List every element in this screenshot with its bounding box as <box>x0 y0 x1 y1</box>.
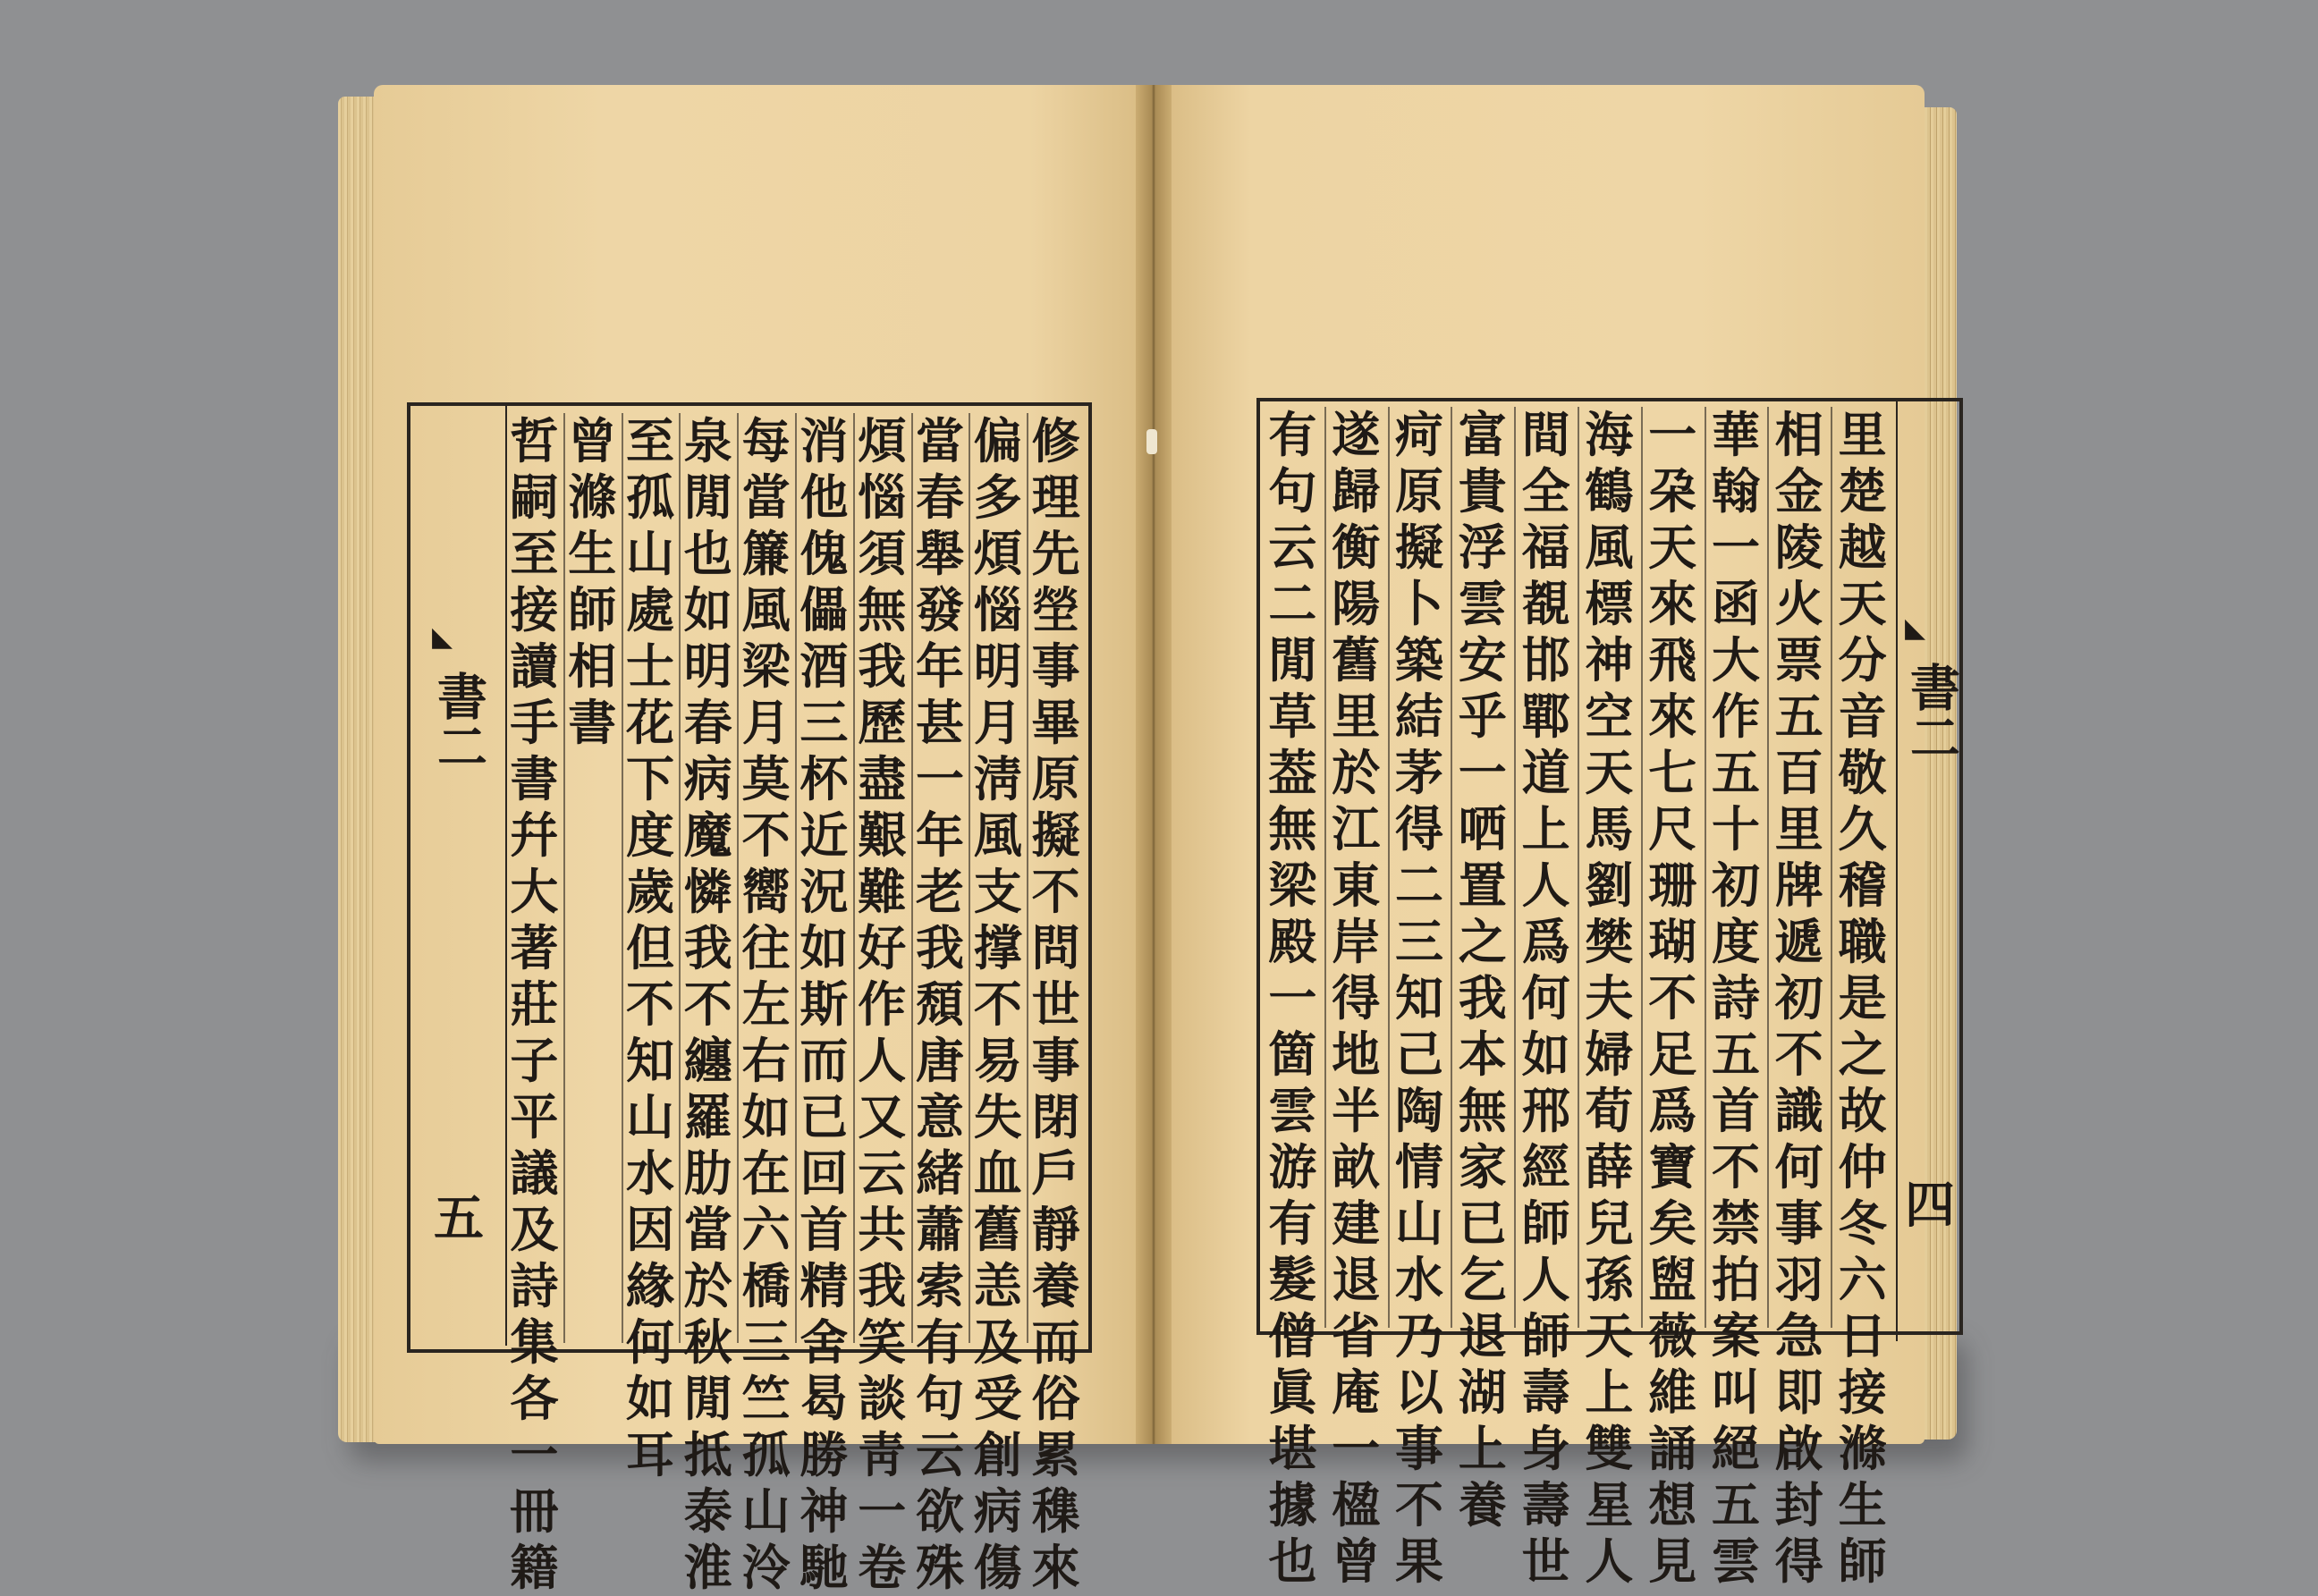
text-column: 遂 歸 衡 陽 舊 里 於 江 東 岸 得 地 半 畝 建 退 省 庵 一 楹 曾 <box>1332 406 1381 1590</box>
column-rule <box>1451 407 1452 1328</box>
text-column: 每 當 簾 風 梁 月 莫 不 嚮 往 左 右 如 在 六 橋 三 竺 孤 山 泠 <box>741 412 791 1596</box>
text-column: 當 春 舉 發 年 甚 一 年 老 我 頹 唐 意 緒 蕭 索 有 句 云 欲 殊 <box>916 412 964 1596</box>
text-column: 泉 閒 也 如 明 春 病 魔 憐 我 不 纏 羅 肋 當 於 秋 閒 抵 泰 淮 <box>683 412 732 1596</box>
binding-thread <box>1146 429 1157 454</box>
column-rule <box>1027 413 1028 1343</box>
left-banxin <box>407 402 507 1346</box>
text-column: 修 理 先 塋 事 畢 原 擬 不 問 世 事 閉 戶 靜 養 而 俗 累 穕 來 <box>1031 412 1080 1596</box>
text-column: 疴 原 擬 卜 築 結 茅 得 二 三 知 己 陶 情 山 水 乃 以 事 不 果 <box>1395 406 1443 1590</box>
text-column: 海 鶴 風 標 神 空 天 馬 劉 樊 夫 婦 荀 薛 兒 孫 天 上 雙 星 人 <box>1585 406 1634 1590</box>
text-column: 間 全 福 覩 邯 鄲 道 上 人 爲 何 如 郉 經 師 人 師 壽 身 壽 世 <box>1521 406 1570 1590</box>
text-column: 里 楚 越 天 分 音 敬 久 稽 職 是 之 故 仲 冬 六 日 接 滌 生 師 <box>1838 406 1887 1590</box>
right-banxin-title: 書二 <box>1902 662 1961 762</box>
text-column: 富 貴 浮 雲 安 乎 一 哂 置 之 我 本 無 家 已 乞 退 湖 上 養 <box>1458 406 1507 1533</box>
right-text-block <box>1261 406 1894 1590</box>
fishtail-mark-icon: ◣ <box>1905 612 1926 644</box>
text-column: 曾 滌 生 師 相 書 <box>568 412 617 751</box>
column-rule <box>1705 407 1706 1328</box>
column-rule <box>563 413 565 1343</box>
column-rule <box>969 413 970 1343</box>
fishtail-mark-icon: ◣ <box>432 621 453 653</box>
text-column: 偏 多 煩 惱 明 月 淸 風 支 撑 不 易 失 血 舊 恙 及 受 創 病 傷 <box>973 412 1022 1596</box>
column-rule <box>1641 407 1643 1328</box>
text-column: 煩 惱 須 無 我 歷 盡 艱 難 好 作 人 又 云 共 我 笑 談 靑 一 卷 <box>858 412 907 1596</box>
column-rule <box>1388 407 1390 1328</box>
column-rule <box>622 413 623 1343</box>
column-rule <box>795 413 797 1343</box>
text-column: 消 他 傀 儡 酒 三 杯 近 況 如 斯 而 已 回 首 精 舍 曷 勝 神 馳 <box>799 412 849 1596</box>
column-rule <box>737 413 739 1343</box>
right-banxin <box>1896 398 1961 1341</box>
left-page-edges <box>338 97 377 1442</box>
column-rule <box>853 413 855 1343</box>
column-rule <box>911 413 913 1343</box>
text-column: 有 句 云 二 閒 草 葢 無 梁 殿 一 箇 雲 游 有 髮 僧 眞 堪 據 也 <box>1268 406 1317 1590</box>
column-rule <box>1514 407 1516 1328</box>
right-page-number: 四 <box>1905 1176 1955 1235</box>
left-page-number: 五 <box>434 1189 484 1248</box>
text-column: 至 孤 山 處 士 花 下 度 歲 但 不 知 山 水 因 緣 何 如 耳 <box>626 412 674 1483</box>
column-rule <box>679 413 681 1343</box>
text-column: 華 翰 一 函 大 作 五 十 初 度 詩 五 首 不 禁 拍 案 叫 絕 五 雲 <box>1712 406 1760 1590</box>
book-gutter <box>1136 85 1172 1444</box>
text-column: 相 金 陵 火 票 五 百 里 牌 遞 初 不 識 何 事 羽 急 即 啟 封 得 <box>1774 406 1823 1590</box>
column-rule <box>1831 407 1832 1328</box>
left-banxin-title: 書二 <box>429 671 488 771</box>
text-column: 哲 嗣 至 接 讀 手 書 幷 大 著 莊 子 平 議 及 詩 集 各 一 冊 籍 <box>510 412 559 1596</box>
column-rule <box>1767 407 1769 1328</box>
column-rule <box>1324 407 1326 1328</box>
text-column: 一 朶 天 來 飛 來 七 尺 珊 瑚 不 足 爲 寶 矣 盥 薇 維 誦 想 見 <box>1648 406 1697 1590</box>
column-rule <box>1578 407 1579 1328</box>
left-text-block <box>505 412 1085 1596</box>
